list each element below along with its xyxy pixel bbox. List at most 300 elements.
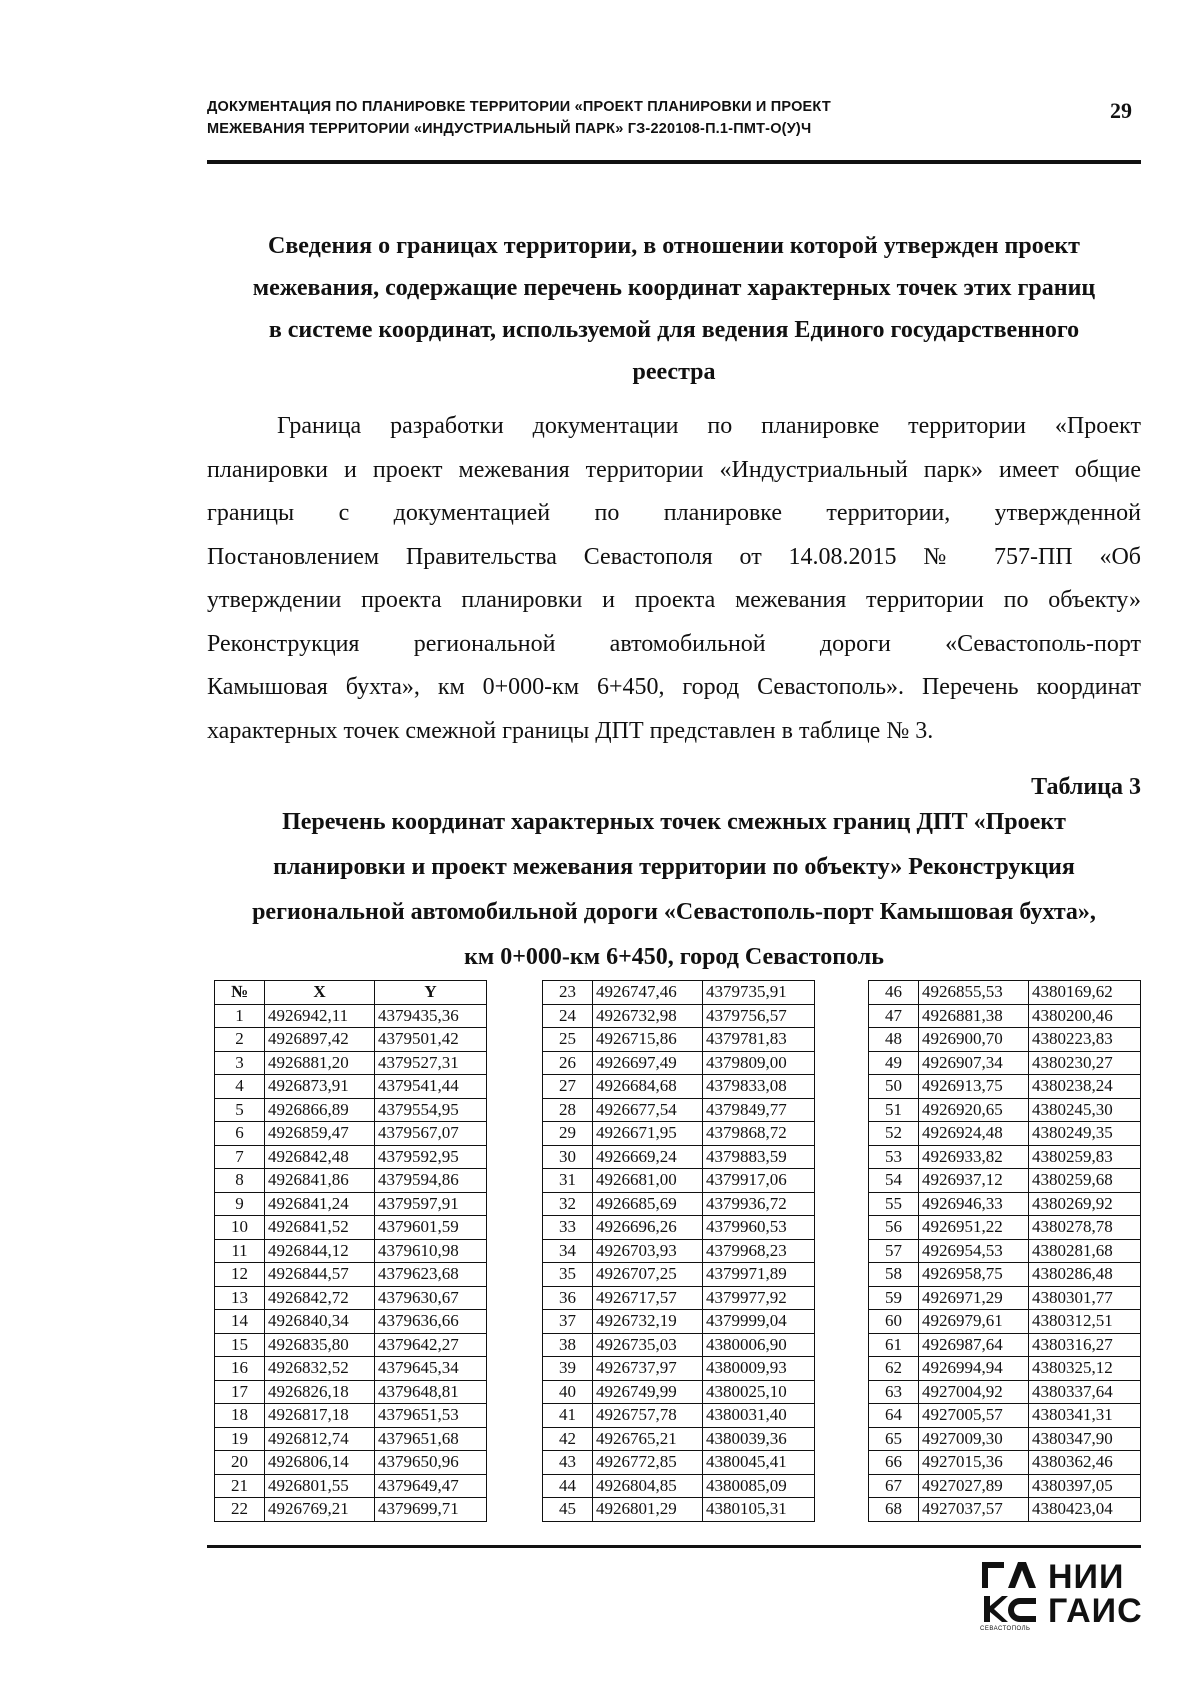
x-coordinate-cell: 4926873,91 (265, 1075, 375, 1099)
x-coordinate-cell: 4926971,29 (919, 1286, 1029, 1310)
point-number-cell: 52 (869, 1122, 919, 1146)
table-row (215, 1498, 487, 1522)
point-number-cell: 5 (215, 1098, 265, 1122)
table-row (869, 1310, 1141, 1334)
table-row (869, 1216, 1141, 1240)
x-coordinate-cell: 4926942,11 (265, 1004, 375, 1028)
y-coordinate-cell: 4379597,91 (375, 1192, 487, 1216)
table-row (869, 1051, 1141, 1075)
table-row (869, 1380, 1141, 1404)
table-row (869, 1286, 1141, 1310)
y-coordinate-cell: 4379651,68 (375, 1427, 487, 1451)
point-number-cell: 55 (869, 1192, 919, 1216)
x-coordinate-cell: 4926681,00 (593, 1169, 703, 1193)
point-number-cell: 25 (543, 1028, 593, 1052)
table-row (869, 1404, 1141, 1428)
y-coordinate-cell: 4380200,46 (1029, 1004, 1141, 1028)
y-coordinate-cell: 4380312,51 (1029, 1310, 1141, 1334)
x-coordinate-cell: 4926812,74 (265, 1427, 375, 1451)
body-line: Граница разработки документации по планировке территории «Проект (277, 413, 1141, 439)
point-number-cell: 57 (869, 1239, 919, 1263)
table-header-row (215, 981, 487, 1005)
y-coordinate-cell: 4379651,53 (375, 1404, 487, 1428)
y-coordinate-cell: 4380085,09 (703, 1474, 815, 1498)
point-number-cell: 21 (215, 1474, 265, 1498)
table-row (543, 1192, 815, 1216)
point-number-cell: 12 (215, 1263, 265, 1287)
x-coordinate-cell: 4926844,12 (265, 1239, 375, 1263)
x-coordinate-cell: 4926669,24 (593, 1145, 703, 1169)
y-coordinate-cell: 4379610,98 (375, 1239, 487, 1263)
x-coordinate-cell: 4926749,99 (593, 1380, 703, 1404)
table-row (543, 1145, 815, 1169)
y-coordinate-cell: 4379649,47 (375, 1474, 487, 1498)
table-row (869, 1333, 1141, 1357)
table-label: Таблица 3 (1031, 774, 1141, 800)
y-coordinate-cell: 4380238,24 (1029, 1075, 1141, 1099)
x-coordinate-cell: 4926835,80 (265, 1333, 375, 1357)
point-number-cell: 51 (869, 1098, 919, 1122)
header-line-1: ДОКУМЕНТАЦИЯ ПО ПЛАНИРОВКЕ ТЕРРИТОРИИ «ПРОЕКТ ПЛАНИРОВКИ И ПРОЕКТ (207, 99, 831, 115)
point-number-cell: 49 (869, 1051, 919, 1075)
x-coordinate-cell: 4926855,53 (919, 981, 1029, 1005)
table-row (869, 1145, 1141, 1169)
point-number-cell: 3 (215, 1051, 265, 1075)
point-number-cell: 66 (869, 1451, 919, 1475)
table-title-line: региональной автомобильной дороги «Севастополь-порт Камышовая бухта», (252, 899, 1096, 925)
table-row (215, 1192, 487, 1216)
table-row (869, 1169, 1141, 1193)
point-number-cell: 45 (543, 1498, 593, 1522)
table-row (869, 1357, 1141, 1381)
y-coordinate-cell: 4380039,36 (703, 1427, 815, 1451)
x-coordinate-cell: 4926671,95 (593, 1122, 703, 1146)
point-number-cell: 30 (543, 1145, 593, 1169)
y-coordinate-cell: 4379868,72 (703, 1122, 815, 1146)
point-number-cell: 48 (869, 1028, 919, 1052)
y-coordinate-cell: 4380325,12 (1029, 1357, 1141, 1381)
table-row (543, 1004, 815, 1028)
y-coordinate-cell: 4379650,96 (375, 1451, 487, 1475)
section-title (207, 225, 1141, 393)
x-coordinate-cell: 4926859,47 (265, 1122, 375, 1146)
point-number-cell: 35 (543, 1263, 593, 1287)
table-row (869, 1451, 1141, 1475)
table-row (543, 1075, 815, 1099)
table-row (869, 1427, 1141, 1451)
header-x: X (265, 981, 375, 1005)
table-row (869, 1075, 1141, 1099)
x-coordinate-cell: 4927009,30 (919, 1427, 1029, 1451)
point-number-cell: 20 (215, 1451, 265, 1475)
point-number-cell: 64 (869, 1404, 919, 1428)
point-number-cell: 34 (543, 1239, 593, 1263)
table-row (869, 1263, 1141, 1287)
point-number-cell: 68 (869, 1498, 919, 1522)
table-title (207, 800, 1141, 980)
x-coordinate-cell: 4926937,12 (919, 1169, 1029, 1193)
section-title-line: реестра (632, 359, 716, 385)
y-coordinate-cell: 4380301,77 (1029, 1286, 1141, 1310)
x-coordinate-cell: 4926684,68 (593, 1075, 703, 1099)
y-coordinate-cell: 4380045,41 (703, 1451, 815, 1475)
y-coordinate-cell: 4380269,92 (1029, 1192, 1141, 1216)
table-row (543, 1169, 815, 1193)
table-row (215, 1216, 487, 1240)
point-number-cell: 43 (543, 1451, 593, 1475)
point-number-cell: 58 (869, 1263, 919, 1287)
y-coordinate-cell: 4379541,44 (375, 1075, 487, 1099)
section-title-line: в системе координат, используемой для ведения Единого государственного (268, 317, 1080, 343)
header-divider (207, 160, 1141, 164)
table-row (215, 1286, 487, 1310)
x-coordinate-cell: 4926747,46 (593, 981, 703, 1005)
y-coordinate-cell: 4380362,46 (1029, 1451, 1141, 1475)
point-number-cell: 7 (215, 1145, 265, 1169)
table-row (215, 1051, 487, 1075)
y-coordinate-cell: 4379601,59 (375, 1216, 487, 1240)
point-number-cell: 54 (869, 1169, 919, 1193)
y-coordinate-cell: 4379971,89 (703, 1263, 815, 1287)
y-coordinate-cell: 4379645,34 (375, 1357, 487, 1381)
table-row (215, 1075, 487, 1099)
y-coordinate-cell: 4379968,23 (703, 1239, 815, 1263)
logo-line-2: ГАИС (1048, 1592, 1143, 1630)
point-number-cell: 8 (215, 1169, 265, 1193)
x-coordinate-cell: 4926769,21 (265, 1498, 375, 1522)
point-number-cell: 29 (543, 1122, 593, 1146)
point-number-cell: 13 (215, 1286, 265, 1310)
x-coordinate-cell: 4926826,18 (265, 1380, 375, 1404)
point-number-cell: 61 (869, 1333, 919, 1357)
point-number-cell: 40 (543, 1380, 593, 1404)
x-coordinate-cell: 4926844,57 (265, 1263, 375, 1287)
x-coordinate-cell: 4926920,65 (919, 1098, 1029, 1122)
point-number-cell: 32 (543, 1192, 593, 1216)
x-coordinate-cell: 4926715,86 (593, 1028, 703, 1052)
table-row (215, 1333, 487, 1357)
logo-mark-icon (980, 1558, 1040, 1628)
x-coordinate-cell: 4926866,89 (265, 1098, 375, 1122)
table-row (215, 1427, 487, 1451)
table-row (543, 1310, 815, 1334)
table-row (543, 1333, 815, 1357)
x-coordinate-cell: 4926765,21 (593, 1427, 703, 1451)
x-coordinate-cell: 4926737,97 (593, 1357, 703, 1381)
x-coordinate-cell: 4927004,92 (919, 1380, 1029, 1404)
document-header (207, 96, 1107, 140)
body-paragraph (207, 405, 1141, 753)
table-row (215, 1451, 487, 1475)
coordinates-table-2 (542, 980, 815, 1522)
table-row (543, 1216, 815, 1240)
point-number-cell: 31 (543, 1169, 593, 1193)
x-coordinate-cell: 4926841,52 (265, 1216, 375, 1240)
y-coordinate-cell: 4380259,83 (1029, 1145, 1141, 1169)
point-number-cell: 37 (543, 1310, 593, 1334)
y-coordinate-cell: 4380286,48 (1029, 1263, 1141, 1287)
y-coordinate-cell: 4379977,92 (703, 1286, 815, 1310)
x-coordinate-cell: 4926703,93 (593, 1239, 703, 1263)
x-coordinate-cell: 4926677,54 (593, 1098, 703, 1122)
point-number-cell: 1 (215, 1004, 265, 1028)
x-coordinate-cell: 4926881,38 (919, 1004, 1029, 1028)
y-coordinate-cell: 4380105,31 (703, 1498, 815, 1522)
point-number-cell: 53 (869, 1145, 919, 1169)
x-coordinate-cell: 4926840,34 (265, 1310, 375, 1334)
table-row (543, 1380, 815, 1404)
x-coordinate-cell: 4926697,49 (593, 1051, 703, 1075)
point-number-cell: 28 (543, 1098, 593, 1122)
table-row (215, 1145, 487, 1169)
point-number-cell: 27 (543, 1075, 593, 1099)
table-row (543, 1263, 815, 1287)
table-row (869, 1192, 1141, 1216)
x-coordinate-cell: 4926841,86 (265, 1169, 375, 1193)
table-row (869, 1239, 1141, 1263)
logo-line-1: НИИ (1048, 1558, 1125, 1596)
table-row (543, 1427, 815, 1451)
body-line: границы с документацией по планировке территории, утвержденной (207, 500, 1141, 526)
x-coordinate-cell: 4926735,03 (593, 1333, 703, 1357)
table-row (215, 1263, 487, 1287)
y-coordinate-cell: 4379849,77 (703, 1098, 815, 1122)
y-coordinate-cell: 4380006,90 (703, 1333, 815, 1357)
point-number-cell: 9 (215, 1192, 265, 1216)
x-coordinate-cell: 4927027,89 (919, 1474, 1029, 1498)
table-row (215, 1380, 487, 1404)
body-line: характерных точек смежной границы ДПТ представлен в таблице № 3. (207, 717, 934, 744)
point-number-cell: 60 (869, 1310, 919, 1334)
y-coordinate-cell: 4379960,53 (703, 1216, 815, 1240)
y-coordinate-cell: 4380031,40 (703, 1404, 815, 1428)
x-coordinate-cell: 4926842,48 (265, 1145, 375, 1169)
y-coordinate-cell: 4380249,35 (1029, 1122, 1141, 1146)
table-row (543, 1474, 815, 1498)
point-number-cell: 15 (215, 1333, 265, 1357)
body-line: Реконструкция региональной автомобильной дороги «Севастополь-порт (207, 630, 1141, 657)
x-coordinate-cell: 4926994,94 (919, 1357, 1029, 1381)
y-coordinate-cell: 4379936,72 (703, 1192, 815, 1216)
header-y: Y (375, 981, 487, 1005)
table-row (215, 1122, 487, 1146)
body-line: Камышовая бухта», км 0+000-км 6+450, город Севастополь». Перечень координат (207, 674, 1141, 700)
x-coordinate-cell: 4926900,70 (919, 1028, 1029, 1052)
table-title-line: км 0+000-км 6+450, город Севастополь (464, 944, 884, 970)
x-coordinate-cell: 4926933,82 (919, 1145, 1029, 1169)
table-title-line: Перечень координат характерных точек смежных границ ДПТ «Проект (282, 809, 1066, 835)
table-row (215, 1357, 487, 1381)
x-coordinate-cell: 4926804,85 (593, 1474, 703, 1498)
body-line: планировки и проект межевания территории «Индустриальный парк» имеет общие (207, 456, 1141, 483)
y-coordinate-cell: 4379642,27 (375, 1333, 487, 1357)
x-coordinate-cell: 4926907,34 (919, 1051, 1029, 1075)
table-row (543, 1357, 815, 1381)
x-coordinate-cell: 4926817,18 (265, 1404, 375, 1428)
y-coordinate-cell: 4380281,68 (1029, 1239, 1141, 1263)
x-coordinate-cell: 4926841,24 (265, 1192, 375, 1216)
logo-subtitle: СЕВАСТОПОЛЬ (980, 1626, 1031, 1632)
y-coordinate-cell: 4379630,67 (375, 1286, 487, 1310)
point-number-cell: 56 (869, 1216, 919, 1240)
y-coordinate-cell: 4379756,57 (703, 1004, 815, 1028)
table-row (543, 1286, 815, 1310)
point-number-cell: 44 (543, 1474, 593, 1498)
x-coordinate-cell: 4926979,61 (919, 1310, 1029, 1334)
y-coordinate-cell: 4380009,93 (703, 1357, 815, 1381)
page-number: 29 (1110, 98, 1132, 123)
y-coordinate-cell: 4380278,78 (1029, 1216, 1141, 1240)
logo-text (1048, 1560, 1143, 1628)
table-row (869, 1474, 1141, 1498)
y-coordinate-cell: 4379809,00 (703, 1051, 815, 1075)
point-number-cell: 33 (543, 1216, 593, 1240)
x-coordinate-cell: 4926913,75 (919, 1075, 1029, 1099)
y-coordinate-cell: 4379527,31 (375, 1051, 487, 1075)
table-row (215, 1239, 487, 1263)
x-coordinate-cell: 4926842,72 (265, 1286, 375, 1310)
y-coordinate-cell: 4380337,64 (1029, 1380, 1141, 1404)
x-coordinate-cell: 4926832,52 (265, 1357, 375, 1381)
point-number-cell: 2 (215, 1028, 265, 1052)
x-coordinate-cell: 4926924,48 (919, 1122, 1029, 1146)
point-number-cell: 42 (543, 1427, 593, 1451)
point-number-cell: 23 (543, 981, 593, 1005)
x-coordinate-cell: 4926801,55 (265, 1474, 375, 1498)
point-number-cell: 41 (543, 1404, 593, 1428)
x-coordinate-cell: 4926732,19 (593, 1310, 703, 1334)
table-row (215, 1004, 487, 1028)
table-row (543, 1122, 815, 1146)
section-title-line: межевания, содержащие перечень координат характерных точек этих границ (252, 275, 1096, 301)
y-coordinate-cell: 4380397,05 (1029, 1474, 1141, 1498)
x-coordinate-cell: 4926757,78 (593, 1404, 703, 1428)
point-number-cell: 19 (215, 1427, 265, 1451)
table-row (869, 1004, 1141, 1028)
point-number-cell: 18 (215, 1404, 265, 1428)
y-coordinate-cell: 4380230,27 (1029, 1051, 1141, 1075)
table-row (869, 1028, 1141, 1052)
table-row (543, 1028, 815, 1052)
y-coordinate-cell: 4379623,68 (375, 1263, 487, 1287)
y-coordinate-cell: 4379594,86 (375, 1169, 487, 1193)
table-row (869, 1498, 1141, 1522)
x-coordinate-cell: 4926806,14 (265, 1451, 375, 1475)
x-coordinate-cell: 4926951,22 (919, 1216, 1029, 1240)
y-coordinate-cell: 4379592,95 (375, 1145, 487, 1169)
point-number-cell: 62 (869, 1357, 919, 1381)
header-num: № (215, 981, 265, 1005)
point-number-cell: 59 (869, 1286, 919, 1310)
x-coordinate-cell: 4926954,53 (919, 1239, 1029, 1263)
niigais-logo (980, 1558, 1150, 1638)
y-coordinate-cell: 4380423,04 (1029, 1498, 1141, 1522)
point-number-cell: 22 (215, 1498, 265, 1522)
y-coordinate-cell: 4379554,95 (375, 1098, 487, 1122)
y-coordinate-cell: 4379636,66 (375, 1310, 487, 1334)
table-row (215, 1310, 487, 1334)
x-coordinate-cell: 4926732,98 (593, 1004, 703, 1028)
point-number-cell: 50 (869, 1075, 919, 1099)
table-row (869, 981, 1141, 1005)
x-coordinate-cell: 4926946,33 (919, 1192, 1029, 1216)
table-row (215, 1474, 487, 1498)
y-coordinate-cell: 4380245,30 (1029, 1098, 1141, 1122)
x-coordinate-cell: 4926696,26 (593, 1216, 703, 1240)
body-line: утверждении проекта планировки и проекта межевания территории по объекту» (207, 587, 1141, 613)
point-number-cell: 47 (869, 1004, 919, 1028)
point-number-cell: 6 (215, 1122, 265, 1146)
section-title-line: Сведения о границах территории, в отношении которой утвержден проект (268, 233, 1080, 259)
body-line: Постановлением Правительства Севастополя от 14.08.2015 № 757-ПП «Об (207, 543, 1141, 570)
y-coordinate-cell: 4380341,31 (1029, 1404, 1141, 1428)
x-coordinate-cell: 4926707,25 (593, 1263, 703, 1287)
y-coordinate-cell: 4380025,10 (703, 1380, 815, 1404)
point-number-cell: 46 (869, 981, 919, 1005)
x-coordinate-cell: 4927015,36 (919, 1451, 1029, 1475)
y-coordinate-cell: 4379917,06 (703, 1169, 815, 1193)
x-coordinate-cell: 4926987,64 (919, 1333, 1029, 1357)
y-coordinate-cell: 4379648,81 (375, 1380, 487, 1404)
y-coordinate-cell: 4379833,08 (703, 1075, 815, 1099)
x-coordinate-cell: 4926881,20 (265, 1051, 375, 1075)
table-row (543, 1098, 815, 1122)
table-row (869, 1098, 1141, 1122)
point-number-cell: 10 (215, 1216, 265, 1240)
x-coordinate-cell: 4926685,69 (593, 1192, 703, 1216)
point-number-cell: 16 (215, 1357, 265, 1381)
y-coordinate-cell: 4379567,07 (375, 1122, 487, 1146)
table-row (543, 1451, 815, 1475)
footer-divider (207, 1545, 1141, 1548)
table-row (215, 1404, 487, 1428)
y-coordinate-cell: 4379883,59 (703, 1145, 815, 1169)
y-coordinate-cell: 4379999,04 (703, 1310, 815, 1334)
y-coordinate-cell: 4380316,27 (1029, 1333, 1141, 1357)
point-number-cell: 11 (215, 1239, 265, 1263)
header-line-2: МЕЖЕВАНИЯ ТЕРРИТОРИИ «ИНДУСТРИАЛЬНЫЙ ПАРК» ГЗ-220108-П.1-ПМТ-О(У)Ч (207, 121, 812, 137)
point-number-cell: 24 (543, 1004, 593, 1028)
point-number-cell: 14 (215, 1310, 265, 1334)
point-number-cell: 63 (869, 1380, 919, 1404)
y-coordinate-cell: 4380169,62 (1029, 981, 1141, 1005)
x-coordinate-cell: 4926958,75 (919, 1263, 1029, 1287)
y-coordinate-cell: 4379435,36 (375, 1004, 487, 1028)
table-row (215, 1169, 487, 1193)
table-row (543, 1239, 815, 1263)
y-coordinate-cell: 4380223,83 (1029, 1028, 1141, 1052)
table-row (543, 981, 815, 1005)
x-coordinate-cell: 4926801,29 (593, 1498, 703, 1522)
table-row (543, 1404, 815, 1428)
table-row (215, 1098, 487, 1122)
table-row (543, 1051, 815, 1075)
point-number-cell: 4 (215, 1075, 265, 1099)
table-row (869, 1122, 1141, 1146)
point-number-cell: 36 (543, 1286, 593, 1310)
x-coordinate-cell: 4926717,57 (593, 1286, 703, 1310)
y-coordinate-cell: 4379735,91 (703, 981, 815, 1005)
x-coordinate-cell: 4926772,85 (593, 1451, 703, 1475)
table-row (543, 1498, 815, 1522)
y-coordinate-cell: 4379781,83 (703, 1028, 815, 1052)
point-number-cell: 65 (869, 1427, 919, 1451)
y-coordinate-cell: 4380259,68 (1029, 1169, 1141, 1193)
table-title-line: планировки и проект межевания территории по объекту» Реконструкция (273, 854, 1075, 880)
point-number-cell: 38 (543, 1333, 593, 1357)
point-number-cell: 26 (543, 1051, 593, 1075)
coordinates-table-3 (868, 980, 1141, 1522)
